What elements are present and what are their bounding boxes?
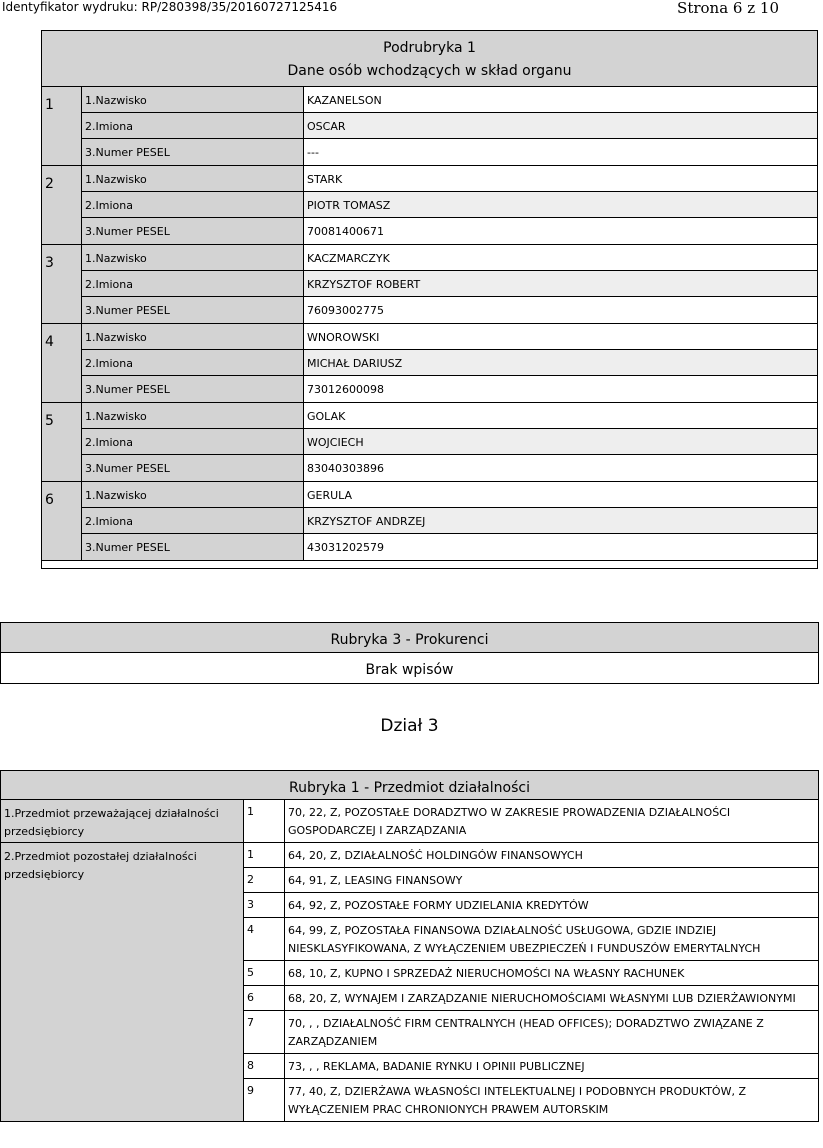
person-fields [82, 324, 817, 402]
field-value: STARK [307, 173, 343, 186]
table-row [82, 455, 817, 481]
table-row [244, 961, 818, 986]
activity-number: 6 [244, 986, 285, 1010]
rubryka3-table [0, 622, 819, 684]
print-identifier: Identyfikator wydruku: RP/280398/35/20160727125416 [2, 0, 338, 14]
table-row [82, 87, 817, 113]
table-row [82, 376, 817, 402]
subsection-subtitle: Dane osób wchodzących w skład organu [287, 63, 572, 79]
table-row [82, 403, 817, 429]
table-row [82, 297, 817, 323]
activity-number: 7 [244, 1011, 285, 1053]
field-value: 73012600098 [307, 383, 384, 396]
field-value: 76093002775 [307, 304, 384, 317]
field-value: WNOROWSKI [307, 331, 380, 344]
table-row [82, 324, 817, 350]
field-label: 1.Nazwisko [82, 482, 304, 507]
table-footer-spacer [42, 561, 817, 568]
field-label: 3.Numer PESEL [82, 218, 304, 244]
table-row [244, 800, 818, 842]
field-label: 1.Nazwisko [82, 324, 304, 349]
table-row [82, 534, 817, 560]
field-label: 2.Imiona [82, 508, 304, 533]
person-number: 1 [42, 87, 82, 165]
field-label: 2.Imiona [82, 192, 304, 217]
activity-description: 64, 99, Z, POZOSTAŁA FINANSOWA DZIAŁALNOŚĆ USŁUGOWA, GDZIE INDZIEJ NIESKLASYFIKOWANA, Z WYŁĄCZENIEM UBEZPIECZEŃ I FUNDUSZÓW EMERYTALNYCH [288, 924, 761, 955]
activity-section [1, 800, 818, 843]
field-value: 83040303896 [307, 462, 384, 475]
field-value: KRZYSZTOF ANDRZEJ [304, 508, 817, 533]
person-group [42, 482, 817, 561]
activity-description: 68, 10, Z, KUPNO I SPRZEDAŻ NIERUCHOMOŚCI NA WŁASNY RACHUNEK [288, 967, 685, 980]
field-value: KAZANELSON [307, 94, 382, 107]
field-value: 43031202579 [307, 541, 384, 554]
activity-number: 8 [244, 1054, 285, 1078]
subsection-title: Podrubryka 1 [383, 40, 476, 56]
page-number: Strona 6 z 10 [677, 0, 779, 17]
table-row [82, 429, 817, 455]
table-row [82, 245, 817, 271]
activity-section [1, 843, 818, 1121]
persons-table-body [42, 87, 817, 561]
field-label: 2.Imiona [82, 429, 304, 454]
activity-number: 9 [244, 1079, 285, 1121]
activity-table-body [1, 800, 818, 1121]
person-group [42, 245, 817, 324]
activity-description: 64, 91, Z, LEASING FINANSOWY [288, 874, 463, 887]
section-heading: Dział 3 [380, 716, 439, 736]
activity-table [0, 770, 819, 1122]
activity-number: 1 [244, 843, 285, 867]
person-group [42, 324, 817, 403]
rubryka3-empty-note: Brak wpisów [365, 662, 454, 678]
activity-number: 5 [244, 961, 285, 985]
activity-items [244, 800, 818, 842]
persons-table-header [42, 31, 817, 87]
field-label: 3.Numer PESEL [82, 534, 304, 560]
field-value: --- [307, 146, 319, 159]
activity-description: 64, 20, Z, DZIAŁALNOŚĆ HOLDINGÓW FINANSOWYCH [288, 849, 583, 862]
table-row [82, 113, 817, 139]
field-value: GERULA [307, 489, 353, 502]
field-label: 3.Numer PESEL [82, 139, 304, 165]
person-fields [82, 403, 817, 481]
person-number: 2 [42, 166, 82, 244]
activity-number: 3 [244, 893, 285, 917]
field-label: 2.Imiona [82, 113, 304, 138]
field-label: 1.Nazwisko [82, 245, 304, 270]
table-row [82, 271, 817, 297]
person-number: 5 [42, 403, 82, 481]
field-label: 3.Numer PESEL [82, 297, 304, 323]
field-value: KRZYSZTOF ROBERT [304, 271, 817, 296]
activity-number: 1 [244, 800, 285, 842]
table-row [244, 1011, 818, 1054]
person-fields [82, 245, 817, 323]
activity-number: 2 [244, 868, 285, 892]
field-value: 70081400671 [307, 225, 384, 238]
field-value: GOLAK [307, 410, 346, 423]
persons-table [41, 30, 818, 569]
activity-description: 64, 92, Z, POZOSTAŁE FORMY UDZIELANIA KREDYTÓW [288, 899, 589, 912]
activity-description: 73, , , REKLAMA, BADANIE RYNKU I OPINII PUBLICZNEJ [288, 1060, 585, 1073]
field-label: 1.Nazwisko [82, 403, 304, 428]
activity-table-title: Rubryka 1 - Przedmiot działalności [1, 771, 818, 800]
field-value: KACZMARCZYK [307, 252, 390, 265]
table-row [244, 893, 818, 918]
rubryka3-title: Rubryka 3 - Prokurenci [1, 623, 818, 653]
field-label: 1.Nazwisko [82, 166, 304, 191]
table-row [82, 482, 817, 508]
person-group [42, 166, 817, 245]
activity-section-label: 2.Przedmiot pozostałej działalności przedsiębiorcy [1, 843, 244, 1121]
table-row [82, 218, 817, 244]
table-row [244, 1054, 818, 1079]
field-label: 1.Nazwisko [82, 87, 304, 112]
activity-description: 77, 40, Z, DZIERŻAWA WŁASNOŚCI INTELEKTUALNEJ I PODOBNYCH PRODUKTÓW, Z WYŁĄCZENIEM PRAC CHRONIONYCH PRAWEM AUTORSKIM [288, 1085, 746, 1116]
table-row [82, 192, 817, 218]
table-row [244, 868, 818, 893]
person-group [42, 403, 817, 482]
activity-description: 70, , , DZIAŁALNOŚĆ FIRM CENTRALNYCH (HEAD OFFICES); DORADZTWO ZWIĄZANE Z ZARZĄDZANIEM [288, 1017, 764, 1048]
table-row [82, 166, 817, 192]
table-row [82, 350, 817, 376]
activity-description: 68, 20, Z, WYNAJEM I ZARZĄDZANIE NIERUCHOMOŚCIAMI WŁASNYMI LUB DZIERŻAWIONYMI [288, 992, 796, 1005]
person-fields [82, 482, 817, 560]
table-row [82, 139, 817, 165]
field-label: 3.Numer PESEL [82, 455, 304, 481]
person-fields [82, 166, 817, 244]
activity-description: 70, 22, Z, POZOSTAŁE DORADZTWO W ZAKRESIE PROWADZENIA DZIAŁALNOŚCI GOSPODARCZEJ I ZARZĄDZANIA [288, 806, 731, 837]
activity-items [244, 843, 818, 1121]
person-number: 3 [42, 245, 82, 323]
field-label: 2.Imiona [82, 350, 304, 375]
table-row [244, 1079, 818, 1121]
field-value: OSCAR [304, 113, 817, 138]
table-row [244, 986, 818, 1011]
activity-number: 4 [244, 918, 285, 960]
table-row [244, 918, 818, 961]
field-label: 2.Imiona [82, 271, 304, 296]
field-value: MICHAŁ DARIUSZ [304, 350, 817, 375]
activity-section-label: 1.Przedmiot przeważającej działalności przedsiębiorcy [1, 800, 244, 842]
person-group [42, 87, 817, 166]
table-row [82, 508, 817, 534]
table-row [244, 843, 818, 868]
person-number: 6 [42, 482, 82, 560]
person-fields [82, 87, 817, 165]
field-label: 3.Numer PESEL [82, 376, 304, 402]
field-value: PIOTR TOMASZ [304, 192, 817, 217]
field-value: WOJCIECH [304, 429, 817, 454]
person-number: 4 [42, 324, 82, 402]
